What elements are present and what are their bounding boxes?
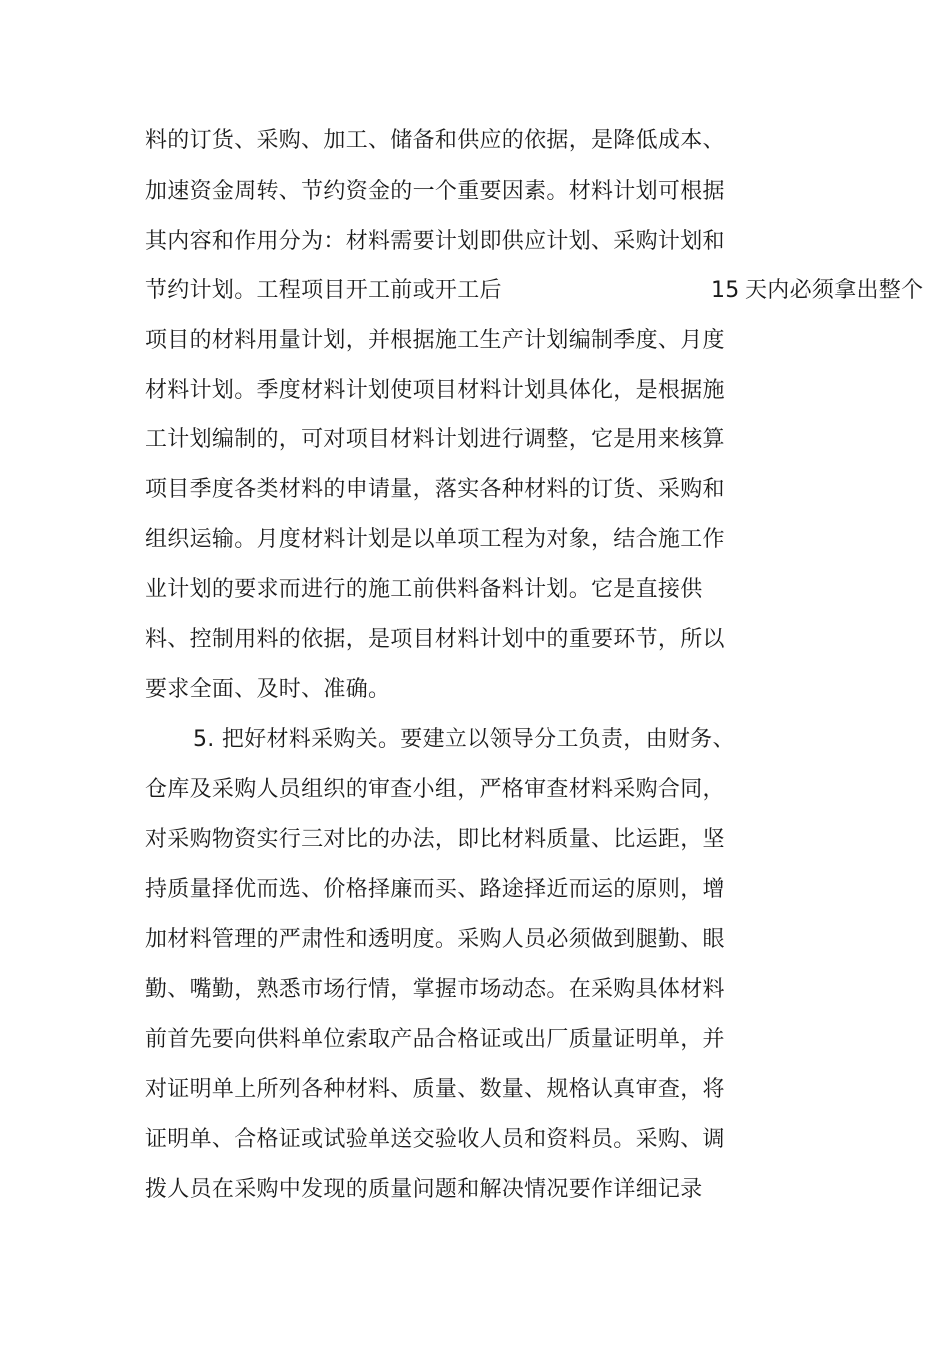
- text-line: 对采购物资实行三对比的办法，即比材料质量、比运距，坚: [145, 827, 725, 852]
- text-segment: 节约计划。工程项目开工前或开工后: [145, 278, 502, 303]
- text-line: 加材料管理的严肃性和透明度。采购人员必须做到腿勤、眼: [145, 927, 725, 952]
- text-line: 加速资金周转、节约资金的一个重要因素。材料计划可根据: [145, 179, 725, 204]
- text-line: 勤、嘴勤，熟悉市场行情，掌握市场动态。在采购具体材料: [145, 977, 725, 1002]
- text-line: 工计划编制的，可对项目材料计划进行调整，它是用来核算: [145, 427, 725, 452]
- text-line: 其内容和作用分为：材料需要计划即供应计划、采购计划和: [145, 229, 725, 254]
- text-line: 料的订货、采购、加工、储备和供应的依据，是降低成本、: [145, 128, 725, 153]
- text-line: 项目季度各类材料的申请量，落实各种材料的订货、采购和: [145, 477, 725, 502]
- text-line: 业计划的要求而进行的施工前供料备料计划。它是直接供: [145, 577, 703, 602]
- text-line: 对证明单上所列各种材料、质量、数量、规格认真审查，将: [145, 1077, 725, 1102]
- text-line: 组织运输。月度材料计划是以单项工程为对象，结合施工作: [145, 527, 725, 552]
- section-5-start: 5. 把好材料采购关。要建立以领导分工负责，由财务、: [193, 727, 735, 752]
- text-line: 材料计划。季度材料计划使项目材料计划具体化，是根据施: [145, 378, 725, 403]
- text-line: 仓库及采购人员组织的审查小组，严格审查材料采购合同，: [145, 777, 725, 802]
- number-15: 15: [711, 278, 740, 303]
- text-line: [145, 276, 924, 306]
- text-line: 料、控制用料的依据，是项目材料计划中的重要环节，所以: [145, 627, 725, 652]
- text-line: 要求全面、及时、准确。: [145, 677, 391, 702]
- text-segment: 天内必须拿出整个: [745, 278, 924, 303]
- text-line: 前首先要向供料单位索取产品合格证或出厂质量证明单，并: [145, 1027, 725, 1052]
- text-line: 持质量择优而选、价格择廉而买、路途择近而运的原则，增: [145, 877, 725, 902]
- text-line: 项目的材料用量计划，并根据施工生产计划编制季度、月度: [145, 328, 725, 353]
- text-line: 证明单、合格证或试验单送交验收人员和资料员。采购、调: [145, 1127, 725, 1152]
- text-line: 拨人员在采购中发现的质量问题和解决情况要作详细记录: [145, 1177, 703, 1202]
